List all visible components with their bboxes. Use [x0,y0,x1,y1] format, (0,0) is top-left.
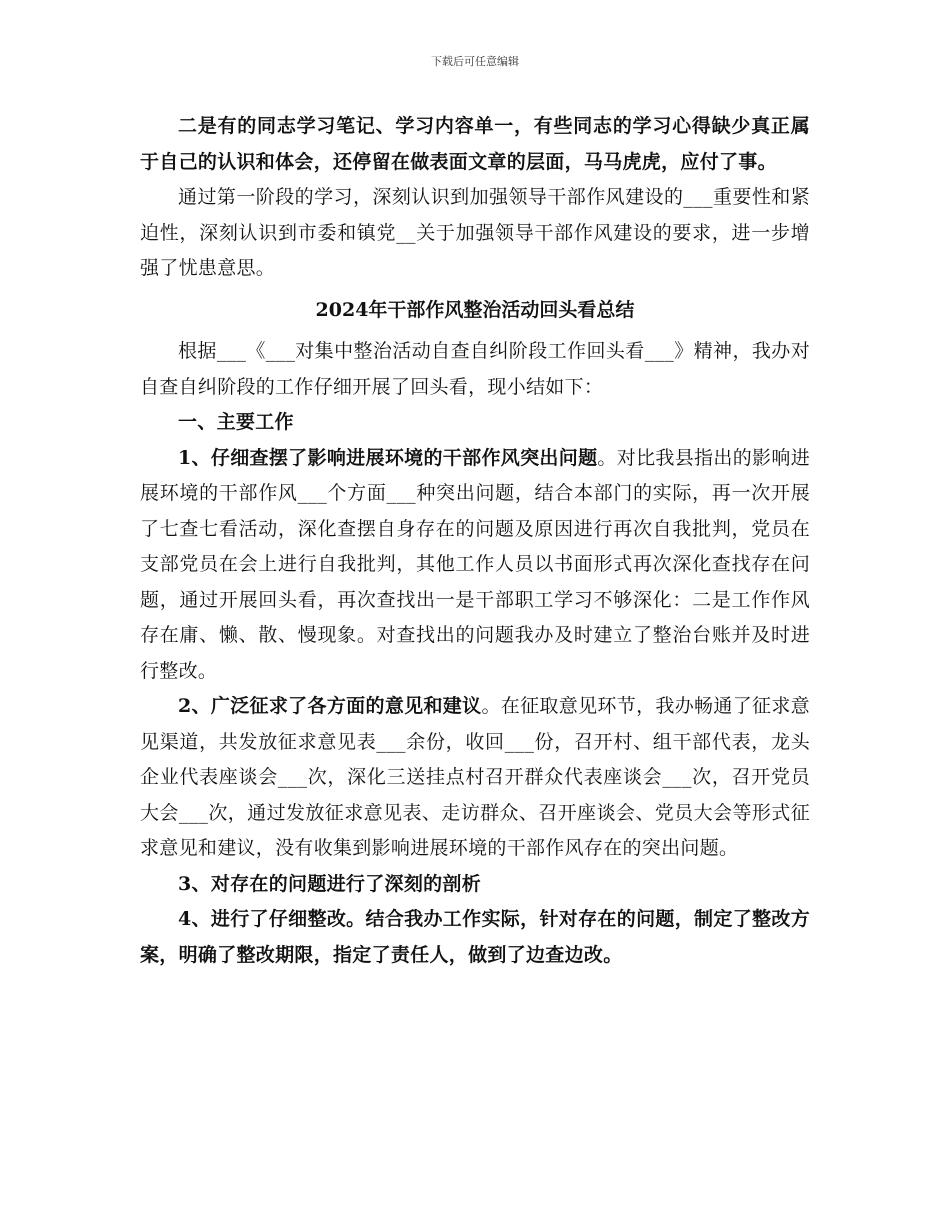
item-2-body: 。在征取意见环节，我办畅通了征求意见渠道，共发放征求意见表___余份，收回___份，召开村、组干部代表，龙头企业代表座谈会___次，深化三送挂点村召开群众代表座谈会___次，召开党员大会___次，通过发放征求意见表、走访群众、召开座谈会、党员大会等形式征求意见和建议，没有收集到影响进展环境的干部作风存在的突出问题。 [140,695,810,859]
item-1 [140,441,810,690]
paragraph-intro: 根据___《___对集中整治活动自查自纠阶段工作回头看___》精神，我办对自查自纠阶段的工作仔细开展了回头看，现小结如下： [140,340,810,398]
item-3: 3、对存在的问题进行了深刻的剖析 [178,872,482,895]
page-header: 下载后可任意编辑 [431,55,519,68]
item-2 [140,689,810,867]
document-body [140,109,810,973]
paragraph-study-notes: 二是有的同志学习笔记、学习内容单一，有些同志的学习心得缺少真正属于自己的认识和体会，还停留在做表面文章的层面，马马虎虎，应付了事。 [140,115,810,173]
document-title: 2024年干部作风整治活动回头看总结 [315,298,635,321]
item-1-body: 。对比我县指出的影响进展环境的干部作风___个方面___种突出问题，结合本部门的实际，再一次开展了七查七看活动，深化查摆自身存在的问题及原因进行再次自我批判，党员在支部党员在会上进行自我批判，其他工作人员以书面形式再次深化查找存在问题，通过开展回头看，再次查找出一是干部职工学习不够深化：二是工作作风存在庸、懒、散、慢现象。对查找出的问题我办及时建立了整治台账并及时进行整改。 [140,446,810,682]
item-1-heading: 1、仔细查摆了影响进展环境的干部作风突出问题 [178,446,598,469]
item-2-heading: 2、广泛征求了各方面的意见和建议 [178,695,482,717]
paragraph-first-stage: 通过第一阶段的学习，深刻认识到加强领导干部作风建设的___重要性和紧迫性，深刻认识到市委和镇党__关于加强领导干部作风建设的要求，进一步增强了忧患意思。 [140,186,810,279]
item-4: 4、进行了仔细整改。结合我办工作实际，针对存在的问题，制定了整改方案，明确了整改期限，指定了责任人，做到了边查边改。 [140,908,810,966]
section-heading-main-work: 一、主要工作 [178,411,294,433]
